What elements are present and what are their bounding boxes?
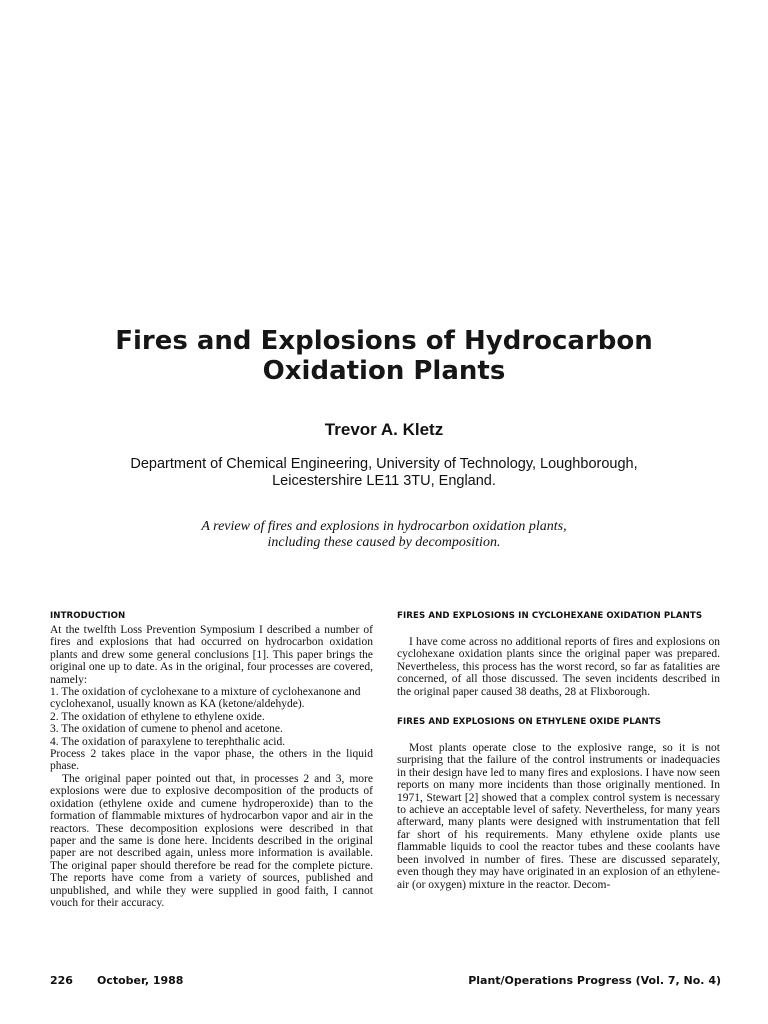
introduction-heading: INTRODUCTION [50,611,126,621]
cyclohexane-section-heading: FIRES AND EXPLOSIONS IN CYCLOHEXANE OXIDATION PLANTS [397,611,703,621]
abstract [100,519,668,551]
abstract-line-2: including these caused by decomposition. [267,535,501,550]
article-title [60,326,708,386]
intro-paragraph-3: The original paper pointed out that, in processes 2 and 3, more explosions were due to explosive decomposition of the products of oxidation (ethylene oxide and cumene hydroperoxide) than to the formation of flammable mixtures of hydrocarbon vapor and air in the reactors. These decomposition explosions were described in that paper and the same is done here. Incidents described in the original paper are not described again, unless more information is available. The original paper should therefore be read for the complete picture. The reports have come from a variety of sources, published and unpublished, and while they were supplied in good faith, I cannot vouch for their accuracy. [50,772,373,909]
right-column [397,610,720,891]
page-footer [50,974,721,990]
author-affiliation [50,456,718,490]
author-name: Trevor A. Kletz [324,420,444,439]
cyclohexane-paragraph: I have come across no additional reports of fires and explosions on cyclohexane oxidation plants since the original paper was prepared. Nevertheless, this process has the worst record, so far as fatalities are concerned, of all those discussed. The seven incidents described in the original paper caused 38 deaths, 28 at Flixborough. [397,636,720,698]
affiliation-line-1: Department of Chemical Engineering, University of Technology, Loughborough, [130,456,638,472]
ethylene-oxide-paragraph: Most plants operate close to the explosive range, so it is not surprising that the failure of the control instruments or inadequacies in their design have led to many fires and explosions. I have now seen reports on many more incidents than those originally mentioned. In 1971, Stewart [2] showed that a complex control system is necessary to achieve an acceptable level of safety. Nevertheless, for many years afterward, many plants were designed with instrumentation that fell far short of his requirements. Many ethylene oxide plants use flammable liquids to cool the reactor tubes and these coolants have been involved in number of fires. These are discussed separately, even though they may have originated in an explosion of an ethylene-air (or oxygen) mixture in the reactor. Decom- [397,742,720,891]
intro-paragraph-2: Process 2 takes place in the vapor phase, the others in the liquid phase. [50,748,373,773]
ethylene-oxide-section-heading: FIRES AND EXPLOSIONS ON ETHYLENE OXIDE PLANTS [397,717,662,728]
intro-paragraph-1: At the twelfth Loss Prevention Symposium I described a number of fires and explosions that had occurred on hydrocarbon oxidation plants and drew some general conclusions [1]. This paper brings the original one up to date. As in the original, four processes are covered, namely: [50,624,373,686]
abstract-line-1: A review of fires and explosions in hydrocarbon oxidation plants, [201,519,567,534]
title-line-1: Fires and Explosions of Hydrocarbon [115,326,653,356]
process-list-item-4: 4. The oxidation of paraxylene to terephthalic acid. [50,735,286,748]
process-list-item-1: 1. The oxidation of cyclohexane to a mixture of cyclohexanone and cyclohexanol, usually known as KA (ketone/aldehyde). [50,686,361,711]
journal-citation: Plant/Operations Progress (Vol. 7, No. 4) [468,974,721,987]
process-list-item-2: 2. The oxidation of ethylene to ethylene oxide. [50,710,265,723]
left-column [50,610,373,909]
title-line-2: Oxidation Plants [262,356,506,386]
issue-date: October, 1988 [97,974,184,987]
process-list-item-3: 3. The oxidation of cumene to phenol and acetone. [50,723,283,736]
affiliation-line-2: Leicestershire LE11 3TU, England. [272,473,496,489]
page-number: 226 [50,974,73,987]
